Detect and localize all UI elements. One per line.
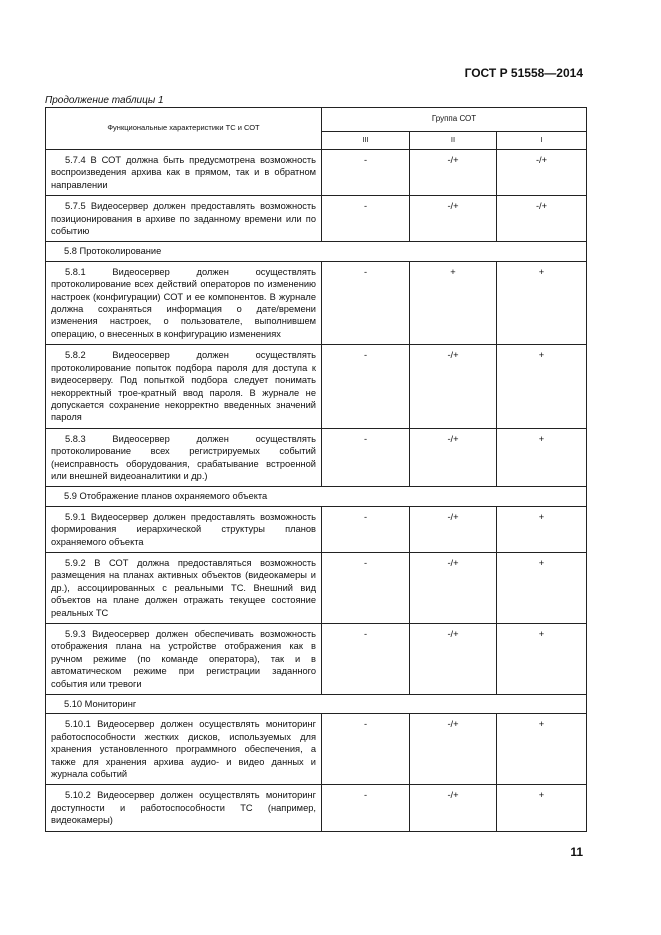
group-mark-cell: - xyxy=(322,552,410,623)
requirement-text: 5.8.3 Видеосервер должен осуществлять протоколирование всех регистрируемых событий (неисправность оборудования, срабатывание встроенной или внешней видеоаналитики и др.) xyxy=(51,433,316,481)
group-mark-cell: -/+ xyxy=(410,624,497,695)
group-mark-cell: -/+ xyxy=(410,196,497,242)
table-row xyxy=(46,785,587,831)
group-mark-cell: + xyxy=(497,261,587,344)
requirement-cell xyxy=(46,428,322,487)
group-mark-cell: + xyxy=(497,552,587,623)
section-row xyxy=(46,487,587,506)
requirement-cell xyxy=(46,196,322,242)
group-mark-cell: - xyxy=(322,261,410,344)
requirement-cell xyxy=(46,552,322,623)
requirement-text: 5.9.2 В СОТ должна предоставляться возможность размещения на планах активных объектов (видеокамеры и др.), ассоциированных с реальными ТС. Внешний вид объектов на плане должен отражать текущее состояние реальных ТС xyxy=(51,557,316,618)
group-column-i: I xyxy=(497,132,587,150)
table-row xyxy=(46,150,587,196)
group-mark-cell: - xyxy=(322,506,410,552)
requirement-text: 5.7.4 В СОТ должна быть предусмотрена возможность воспроизведения архива как в прямом, так и в обратном направлении xyxy=(51,155,316,190)
group-mark-cell: + xyxy=(497,785,587,831)
group-mark-cell: -/+ xyxy=(497,196,587,242)
characteristics-header: Функциональные характеристики ТС и СОТ xyxy=(46,108,322,150)
group-mark-cell: -/+ xyxy=(410,506,497,552)
requirement-cell xyxy=(46,785,322,831)
table-header-row xyxy=(46,108,587,132)
group-mark-cell: + xyxy=(497,345,587,428)
section-title: 5.9 Отображение планов охраняемого объекта xyxy=(46,487,587,506)
requirement-text: 5.8.2 Видеосервер должен осуществлять протоколирование попыток подбора пароля для доступа к видеосерверу. Под попыткой подбора следует понимать некорректный трое-кратный ввод пароля. В журнале не допускается сохранение некорректно введенных значений пароля xyxy=(51,350,316,423)
requirement-text: 5.8.1 Видеосервер должен осуществлять протоколирование всех действий операторов по изменению настроек (конфигурации) СОТ и ее компонентов. В журнале должна сохраняться информация о дате/времени изменения настроек, о пользователе, выполнившем операцию, о внесенных в конфигурацию изменениях xyxy=(51,266,316,339)
group-mark-cell: + xyxy=(497,714,587,785)
requirement-cell xyxy=(46,345,322,428)
requirement-cell xyxy=(46,624,322,695)
table-row xyxy=(46,261,587,344)
requirement-text: 5.10.1 Видеосервер должен осуществлять мониторинг работоспособности жестких дисков, используемых для хранения установленного программного обеспечения, а также для хранения архива аудио- и видео данных и журнала событий xyxy=(51,719,316,780)
group-mark-cell: -/+ xyxy=(410,714,497,785)
table-row xyxy=(46,506,587,552)
group-mark-cell: - xyxy=(322,150,410,196)
table-row xyxy=(46,345,587,428)
group-mark-cell: - xyxy=(322,714,410,785)
group-mark-cell: - xyxy=(322,428,410,487)
group-mark-cell: - xyxy=(322,785,410,831)
section-row xyxy=(46,695,587,714)
table-row xyxy=(46,624,587,695)
group-mark-cell: -/+ xyxy=(410,150,497,196)
requirement-text: 5.9.1 Видеосервер должен предоставлять возможность формирования иерархической структуры планов охраняемого объекта xyxy=(51,511,316,547)
group-mark-cell: + xyxy=(497,624,587,695)
group-mark-cell: - xyxy=(322,624,410,695)
table-row xyxy=(46,552,587,623)
table-caption: Продолжение таблицы 1 xyxy=(45,95,164,106)
requirement-text: 5.10.2 Видеосервер должен осуществлять мониторинг доступности и работоспособности ТС (например, видеокамеры) xyxy=(51,790,316,826)
section-title: 5.10 Мониторинг xyxy=(46,695,587,714)
group-header: Группа СОТ xyxy=(322,108,587,132)
group-mark-cell: + xyxy=(497,506,587,552)
requirement-text: 5.9.3 Видеосервер должен обеспечивать возможность отображения плана на устройстве отображения как в ручном режиме (по команде оператора), так и в автоматическом режиме при регистрации заданного события или тревоги xyxy=(51,629,316,689)
table-row xyxy=(46,196,587,242)
requirement-cell xyxy=(46,506,322,552)
group-mark-cell: + xyxy=(497,428,587,487)
group-mark-cell: + xyxy=(410,261,497,344)
section-title: 5.8 Протоколирование xyxy=(46,242,587,261)
group-mark-cell: -/+ xyxy=(410,428,497,487)
page-number: 11 xyxy=(570,845,583,859)
requirement-cell xyxy=(46,261,322,344)
group-mark-cell: - xyxy=(322,196,410,242)
requirement-cell xyxy=(46,150,322,196)
table-row xyxy=(46,428,587,487)
group-column-ii: II xyxy=(410,132,497,150)
table-row xyxy=(46,714,587,785)
section-row xyxy=(46,242,587,261)
requirements-table xyxy=(45,107,587,832)
group-mark-cell: -/+ xyxy=(410,552,497,623)
document-code: ГОСТ Р 51558—2014 xyxy=(464,66,583,80)
group-mark-cell: -/+ xyxy=(497,150,587,196)
requirement-cell xyxy=(46,714,322,785)
group-mark-cell: - xyxy=(322,345,410,428)
requirement-text: 5.7.5 Видеосервер должен предоставлять возможность позиционирования в архиве по заданному времени или по событию xyxy=(51,201,316,237)
group-mark-cell: -/+ xyxy=(410,345,497,428)
group-column-iii: III xyxy=(322,132,410,150)
group-mark-cell: -/+ xyxy=(410,785,497,831)
